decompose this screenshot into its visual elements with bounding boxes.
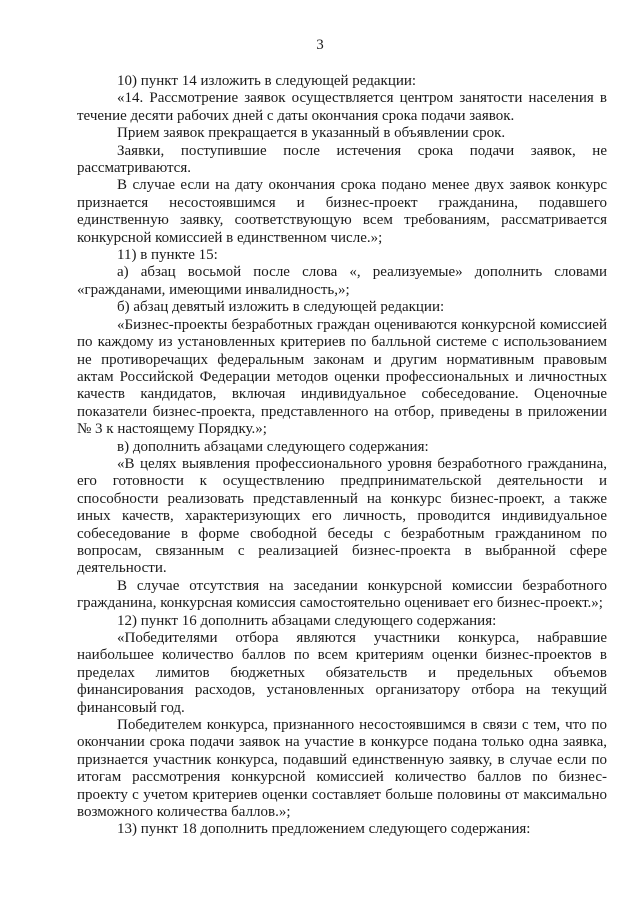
paragraph: 13) пункт 18 дополнить предложением следующего содержания: — [117, 821, 531, 838]
page-number: 3 — [316, 37, 324, 53]
paragraph: б) абзац девятый изложить в следующей редакции: — [117, 299, 445, 316]
paragraph: В случае отсутствия на заседании конкурсной комиссии безработного гражданина, конкурсная комиссия самостоятельно оценивает его бизнес-проект.»; — [77, 577, 607, 612]
paragraph: в) дополнить абзацами следующего содержания: — [117, 438, 429, 455]
paragraph: а) абзац восьмой после слова «, реализуемые» дополнить словами «гражданами, имеющими инвалидность,»; — [77, 264, 607, 298]
paragraph: Победителем конкурса, признанного несостоявшимся в связи с тем, что по окончании срока подачи заявок на участие в конкурсе подана только одна заявка, признается участник конкурса, подавший единственную заявку, в случае если по итогам рассмотрения конкурсной комиссией количество баллов по бизнес-проекту с учетом критериев оценки составляет больше половины от максимально возможного количества баллов.»; — [77, 717, 607, 821]
paragraph: «Победителями отбора являются участники конкурса, набравшие наибольшее количество баллов по всем критериям оценки бизнес-проектов в пределах лимитов бюджетных обязательств и предельных объемов финансирования расходов, установленных организатору отбора на текущий финансовый год. — [77, 630, 607, 716]
paragraph: Прием заявок прекращается в указанный в объявлении срок. — [117, 125, 506, 142]
document-body — [77, 73, 607, 839]
paragraph: «Бизнес-проекты безработных граждан оцениваются конкурсной комиссией по каждому из установленных критериев по балльной системе с использованием не противоречащих федеральным законам и другим нормативным правовым актам Российской Федерации методов оценки профессиональных и личностных качеств кандидатов, включая индивидуальное собеседование. Оценочные показатели бизнес-проекта, представленного на отбор, приведены в приложении № 3 к настоящему Порядку.»; — [77, 316, 607, 438]
paragraph: 11) в пункте 15: — [117, 247, 218, 264]
paragraph: 10) пункт 14 изложить в следующей редакции: — [117, 73, 417, 89]
paragraph: «В целях выявления профессионального уровня безработного гражданина, его готовности к осуществлению предпринимательской деятельности и способности реализовать представленный на конкурс бизнес-проект, а также иных качеств, характеризующих его личность, проводится индивидуальное собеседование в форме свободной беседы с безработным гражданином по вопросам, связанным с реализацией бизнес-проекта в выбранной сфере деятельности. — [77, 455, 607, 577]
paragraph: Заявки, поступившие после истечения срока подачи заявок, не рассматриваются. — [77, 142, 607, 177]
paragraph: «14. Рассмотрение заявок осуществляется центром занятости населения в течение десяти рабочих дней с даты окончания срока подачи заявок. — [77, 90, 607, 124]
paragraph: 12) пункт 16 дополнить абзацами следующего содержания: — [117, 612, 497, 629]
paragraph: В случае если на дату окончания срока подано менее двух заявок конкурс признается несостоявшимся и бизнес-проект гражданина, подавшего единственную заявку, соответствующую всем требованиям, рассматривается конкурсной комиссией в единственном числе.»; — [77, 177, 607, 246]
